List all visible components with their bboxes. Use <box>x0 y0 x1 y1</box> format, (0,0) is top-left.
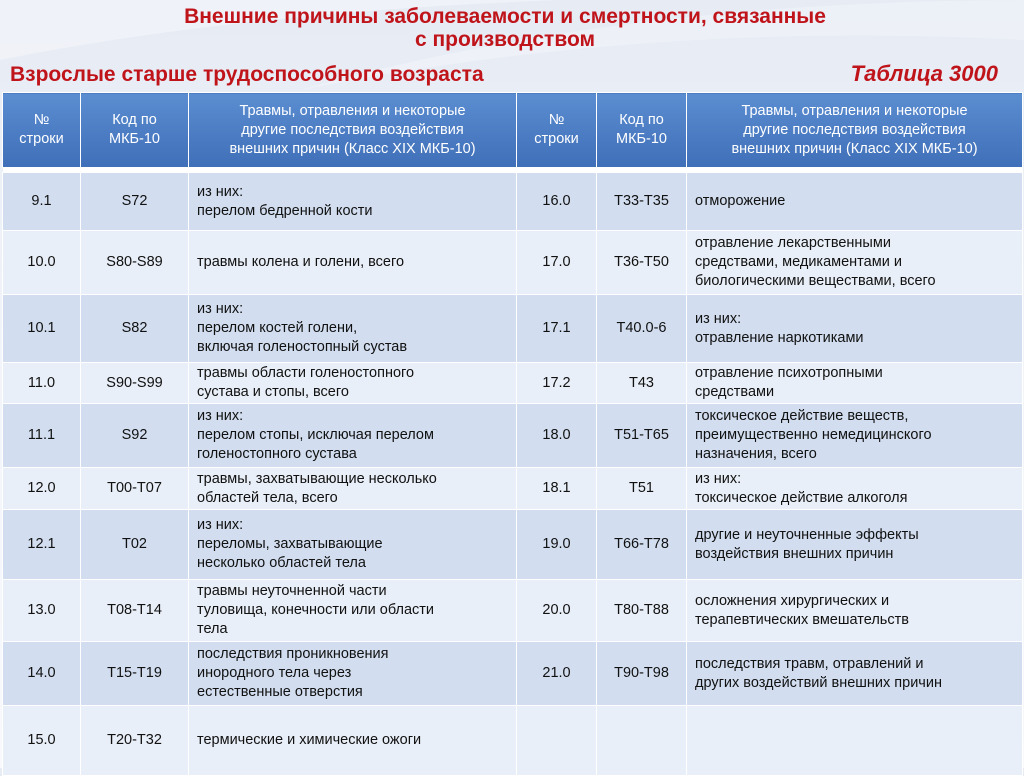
text-line: травмы колена и голени, всего <box>197 254 405 270</box>
description-cell <box>687 580 1023 642</box>
icd-code-cell: T00-T07 <box>81 468 189 510</box>
text-line: травмы неуточненной части <box>197 583 387 599</box>
text-line: отморожение <box>695 193 786 209</box>
description-cell <box>687 231 1023 295</box>
text-line: естественные отверстия <box>197 684 363 700</box>
icd-code-cell <box>597 706 687 776</box>
table-row <box>3 363 1023 404</box>
text-line: из них: <box>695 310 742 327</box>
text-line: последствия травм, отравлений и <box>695 655 924 672</box>
text-line: средствами, медикаментами и <box>695 254 902 270</box>
text-line: назначения, всего <box>695 446 817 462</box>
icd-code-cell: T43 <box>597 363 687 404</box>
text-line: туловища, конечности или области <box>197 602 435 618</box>
table-header-row <box>3 93 1023 168</box>
icd-code-cell: S90-S99 <box>81 363 189 404</box>
text-line: внешних причин (Класс XIX МКБ-10) <box>229 140 476 157</box>
icd-code-cell: T08-T14 <box>81 580 189 642</box>
header-icd-code-right <box>597 93 687 168</box>
text-line: отравление наркотиками <box>695 329 864 346</box>
table-row <box>3 642 1023 706</box>
text-line: МКБ-10 <box>616 131 667 147</box>
row-number-cell: 19.0 <box>517 510 597 580</box>
description-cell <box>189 295 517 363</box>
icd-code-cell: S92 <box>81 404 189 468</box>
text-line: отравление психотропными <box>695 365 883 381</box>
icd-code-cell: T15-T19 <box>81 642 189 706</box>
description-cell <box>687 706 1023 776</box>
icd-code-cell: T33-T35 <box>597 173 687 231</box>
row-number-cell: 18.1 <box>517 468 597 510</box>
row-number-cell: 13.0 <box>3 580 81 642</box>
icd-code-cell: T51-T65 <box>597 404 687 468</box>
row-number-cell: 14.0 <box>3 642 81 706</box>
text-line: Код по <box>619 112 664 128</box>
row-number-cell: 10.1 <box>3 295 81 363</box>
text-line: МКБ-10 <box>109 131 160 147</box>
text-line: голеностопного сустава <box>197 446 357 462</box>
text-line: Травмы, отравления и некоторые <box>239 102 466 119</box>
text-line: строки <box>534 131 579 147</box>
table-body <box>3 168 1023 776</box>
row-number-cell: 11.1 <box>3 404 81 468</box>
header-row-number-right <box>517 93 597 168</box>
description-cell <box>687 363 1023 404</box>
text-line: № <box>33 112 50 128</box>
text-line: токсическое действие алкоголя <box>695 489 908 506</box>
text-line: переломы, захватывающие <box>197 536 383 552</box>
row-number-cell: 18.0 <box>517 404 597 468</box>
description-cell <box>189 580 517 642</box>
text-line: термические и химические ожоги <box>197 732 422 748</box>
row-number-cell: 17.0 <box>517 231 597 295</box>
page-title-line-2: с производством <box>414 28 596 51</box>
table-row <box>3 510 1023 580</box>
text-line: биологическими веществами, всего <box>695 273 936 289</box>
row-number-cell <box>517 706 597 776</box>
text-line: последствия проникновения <box>197 646 389 662</box>
text-line: перелом бедренной кости <box>197 202 373 219</box>
icd-code-cell: T40.0-6 <box>597 295 687 363</box>
row-number-cell: 17.2 <box>517 363 597 404</box>
text-line: областей тела, всего <box>197 489 338 506</box>
page-subtitle: Взрослые старше трудоспособного возраста <box>10 63 484 86</box>
table-row <box>3 706 1023 776</box>
description-cell <box>189 468 517 510</box>
table-row <box>3 404 1023 468</box>
row-number-cell: 10.0 <box>3 231 81 295</box>
description-cell <box>687 468 1023 510</box>
text-line: включая голеностопный сустав <box>197 339 408 355</box>
description-cell <box>687 295 1023 363</box>
table-row <box>3 231 1023 295</box>
text-line: Код по <box>112 112 157 128</box>
text-line: осложнения хирургических и <box>695 592 890 609</box>
icd-code-cell: T66-T78 <box>597 510 687 580</box>
row-number-cell: 12.0 <box>3 468 81 510</box>
header-row-number-left <box>3 93 81 168</box>
description-cell <box>687 173 1023 231</box>
description-cell <box>687 510 1023 580</box>
text-line: строки <box>19 131 64 147</box>
description-cell <box>189 231 517 295</box>
text-line: Травмы, отравления и некоторые <box>741 102 968 119</box>
text-line: другие последствия воздействия <box>241 121 464 138</box>
row-number-cell: 11.0 <box>3 363 81 404</box>
icd-code-cell: S80-S89 <box>81 231 189 295</box>
text-line: травмы, захватывающие несколько <box>197 470 437 487</box>
text-line: из них: <box>197 517 244 533</box>
text-line: инородного тела через <box>197 665 352 681</box>
icd-code-cell: T80-T88 <box>597 580 687 642</box>
icd-code-cell: S72 <box>81 173 189 231</box>
table-number: Таблица 3000 <box>850 61 998 86</box>
icd-code-cell: T36-T50 <box>597 231 687 295</box>
description-cell <box>189 642 517 706</box>
table-row <box>3 468 1023 510</box>
row-number-cell: 17.1 <box>517 295 597 363</box>
text-line: из них: <box>197 183 244 200</box>
text-line: терапевтических вмешательств <box>695 611 909 628</box>
text-line: из них: <box>197 301 244 317</box>
text-line: другие и неуточненные эффекты <box>695 526 919 543</box>
row-number-cell: 9.1 <box>3 173 81 231</box>
text-line: других воздействий внешних причин <box>695 674 942 691</box>
icd-code-cell: S82 <box>81 295 189 363</box>
row-number-cell: 15.0 <box>3 706 81 776</box>
table-row <box>3 580 1023 642</box>
icd-code-cell: T51 <box>597 468 687 510</box>
icd-table <box>2 92 1023 776</box>
description-cell <box>189 706 517 776</box>
icd-code-cell: T90-T98 <box>597 642 687 706</box>
description-cell <box>189 173 517 231</box>
description-cell <box>189 363 517 404</box>
row-number-cell: 21.0 <box>517 642 597 706</box>
header-description-left <box>189 93 517 168</box>
text-line: № <box>548 112 565 128</box>
icd-code-cell: T20-T32 <box>81 706 189 776</box>
text-line: сустава и стопы, всего <box>197 384 349 400</box>
header-description-right <box>687 93 1023 168</box>
text-line: средствами <box>695 384 775 400</box>
table-row <box>3 295 1023 363</box>
text-line: преимущественно немедицинского <box>695 427 932 443</box>
text-line: перелом костей голени, <box>197 320 358 336</box>
text-line: внешних причин (Класс XIX МКБ-10) <box>731 140 978 157</box>
description-cell <box>189 510 517 580</box>
text-line: отравление лекарственными <box>695 235 891 251</box>
description-cell <box>189 404 517 468</box>
table-row <box>3 173 1023 231</box>
row-number-cell: 16.0 <box>517 173 597 231</box>
text-line: токсическое действие веществ, <box>695 408 909 424</box>
text-line: другие последствия воздействия <box>743 121 966 138</box>
icd-code-cell: T02 <box>81 510 189 580</box>
text-line: несколько областей тела <box>197 555 366 571</box>
header-icd-code-left <box>81 93 189 168</box>
text-line: тела <box>197 621 228 637</box>
description-cell <box>687 642 1023 706</box>
row-number-cell: 20.0 <box>517 580 597 642</box>
text-line: травмы области голеностопного <box>197 365 415 381</box>
page-title <box>0 5 1010 51</box>
description-cell <box>687 404 1023 468</box>
text-line: из них: <box>695 470 742 487</box>
page-title-line-1: Внешние причины заболеваемости и смертности, связанные <box>184 5 826 28</box>
row-number-cell: 12.1 <box>3 510 81 580</box>
text-line: из них: <box>197 408 244 424</box>
text-line: воздействия внешних причин <box>695 545 894 562</box>
text-line: перелом стопы, исключая перелом <box>197 427 434 443</box>
